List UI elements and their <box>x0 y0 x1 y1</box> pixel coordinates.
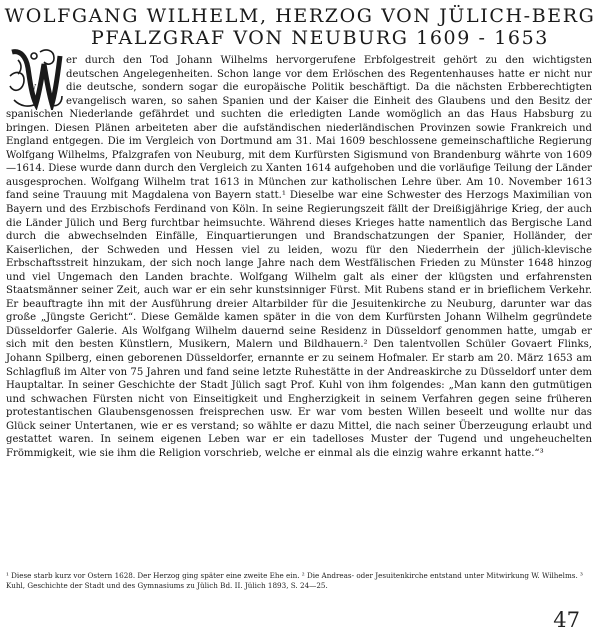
header-title-line-1: WOLFGANG WILHELM, HERZOG VON JÜLICH-BERG <box>4 5 596 27</box>
footnote-text: ¹ Diese starb kurz vor Ostern 1628. Der Herzog ging später eine zweite Ehe ein. ² Die Andreas- oder Jesuitenkirche entstand unter Mitwirkung W. Wilhelms. ³ Kuhl, Geschichte der Stadt und des Gymnasiums zu Jülich Bd. II. Jülich 1893, S. 24—25. <box>6 571 583 590</box>
footnotes <box>6 571 592 590</box>
page-number: 47 <box>553 608 580 632</box>
initial-letter: W <box>28 83 37 92</box>
header-title-line-2: PFALZGRAF VON NEUBURG 1609 - 1653 <box>91 27 549 49</box>
page-header <box>0 4 600 50</box>
body-text <box>6 54 592 460</box>
body-paragraph: er durch den Tod Johann Wilhelms hervorgerufene Erbfolgestreit gehört zu den wichtigsten deutschen Angelegenheiten. Schon lange vor dem Erlöschen des Regentenhauses hatte er nicht nur die deutsche, sondern sogar die europäische Politik beschäftigt. Da die nächsten Erbberechtigten evangelisch waren, so sahen Spanien und der Kaiser die Einheit des Glaubens und den Besitz der spanischen Niederlande gefährdet und suchten die erledigten Lande womöglich an das Haus Habsburg zu bringen. Diesen Plänen arbeiteten aber die aufständischen niederländischen Provinzen sowie Frankreich und England entgegen. Die im Vergleich von Dortmund am 31. Mai 1609 beschlossene gemeinschaftliche Regierung Wolfgang Wilhelms, Pfalzgrafen von Neuburg, mit dem Kurfürsten Sigismund von Brandenburg währte von 1609—1614. Diese wurde dann durch den Vergleich zu Xanten 1614 aufgehoben und die vorläufige Teilung der Länder ausgesprochen. Wolfgang Wilhelm trat 1613 in München zur katholischen Lehre über. Am 10. November 1613 fand seine Trauung mit Magdalena von Bayern statt.¹ Dieselbe war eine Schwester des Herzogs Maximilian von Bayern und des Erzbischofs Ferdinand von Köln. In seine Regierungszeit fällt der Dreißigjährige Krieg, der auch die Länder Jülich und Berg furchtbar heimsuchte. Während dieses Krieges hatte namentlich das Bergische Land durch die abwechselnden Einfälle, Einquartierungen und Brandschatzungen der Spanier, Holländer, der Kaiserlichen, der Schweden und Hessen viel zu leiden, wozu für den Niederrhein der jülich-klevische Erbschaftsstreit hinzukam, der sich noch lange Jahre nach dem Westfälischen Frieden zu Münster 1648 hinzog und viel Ungemach den Landen brachte. Wolfgang Wilhelm galt als einer der klügsten und erfahrensten Staatsmänner seiner Zeit, auch war er ein sehr kunstsinniger Fürst. Mit Rubens stand er in brieflichem Verkehr. Er beauftragte ihn mit der Ausführung dreier Altarbilder für die Jesuitenkirche zu Neuburg, darunter war das große „Jüngste Gericht“. Diese Gemälde kamen später in die von dem Kurfürsten Johann Wilhelm gegründete Düsseldorfer Galerie. Als Wolfgang Wilhelm dauernd seine Residenz in Düsseldorf genommen hatte, umgab er sich mit den besten Künstlern, Musikern, Malern und Bildhauern.² Den talentvollen Schüler Govaert Flinks, Johann Spilberg, einen geborenen Düsseldorfer, ernannte er zu seinem Hofmaler. Er starb am 20. März 1653 am Schlagfluß im Alter von 75 Jahren und fand seine letzte Ruhestätte in der Andreaskirche zu Düsseldorf unter dem Hauptaltar. In seiner Geschichte der Stadt Jülich sagt Prof. Kuhl von ihm folgendes: „Man kann den gutmütigen und schwachen Fürsten nicht von Einseitigkeit und Engherzigkeit in seinem Verfahren gegen seine früheren protestantischen Glaubensgenossen freisprechen usw. Er war vom besten Willen beseelt und wollte nur das Glück seiner Untertanen, wie er es verstand; so wählte er dazu Mittel, die nach seiner Überzeugung erlaubt und gestattet waren. In seinem eigenen Leben war er ein tadelloses Muster der Tugend und ungeheuchelten Frömmigkeit, wie sie ihm die Religion vorschrieb, welche er einmal als die einzig wahre erkannt hatte.“³ <box>6 55 592 459</box>
